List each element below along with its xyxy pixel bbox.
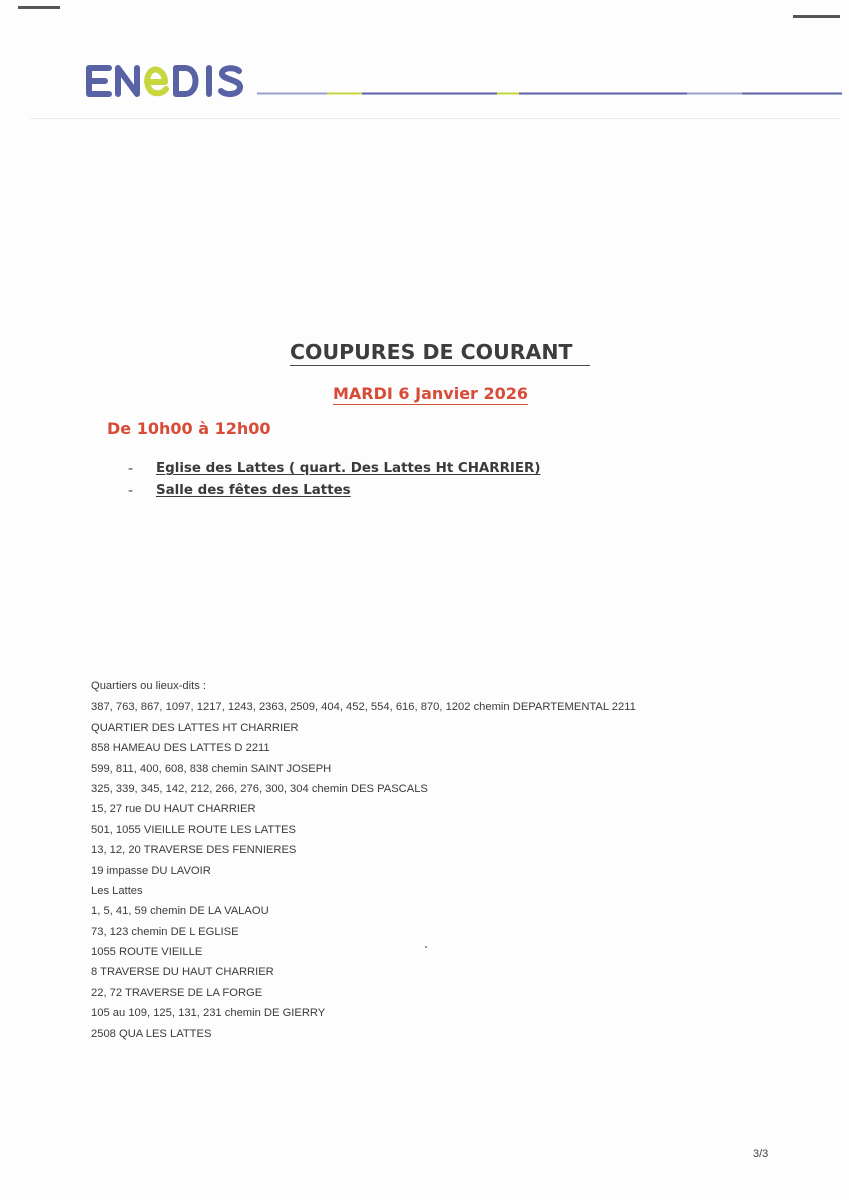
enedis-logo bbox=[85, 58, 247, 102]
address-line: 73, 123 chemin DE L EGLISE bbox=[91, 925, 239, 938]
outage-date: MARDI 6 Janvier 2026 bbox=[333, 384, 529, 403]
address-line: Les Lattes bbox=[91, 884, 143, 897]
enedis-logo-graphic bbox=[85, 58, 247, 102]
address-line: 858 HAMEAU DES LATTES D 2211 bbox=[91, 742, 270, 755]
address-line: 1, 5, 41, 59 chemin DE LA VALAOU bbox=[91, 905, 269, 918]
affected-place-label: Salle des fêtes des Lattes bbox=[156, 483, 351, 498]
list-dash: - bbox=[128, 461, 134, 477]
outage-time-range: De 10h00 à 12h00 bbox=[107, 419, 271, 438]
address-list bbox=[91, 697, 636, 1044]
address-line: 15, 27 rue DU HAUT CHARRIER bbox=[91, 803, 256, 816]
scan-edge-mark bbox=[793, 15, 840, 18]
address-line: 1055 ROUTE VIEILLE bbox=[91, 946, 203, 959]
address-line: 19 impasse DU LAVOIR bbox=[91, 864, 211, 877]
header-rule-faint bbox=[30, 118, 840, 119]
address-line: 501, 1055 VIEILLE ROUTE LES LATTES bbox=[91, 823, 296, 836]
scan-speck bbox=[425, 946, 427, 948]
list-dash: - bbox=[128, 483, 134, 499]
address-line: 599, 811, 400, 608, 838 chemin SAINT JOSEPH bbox=[91, 762, 332, 775]
page-number: 3/3 bbox=[753, 1148, 769, 1160]
address-line: 2508 QUA LES LATTES bbox=[91, 1027, 212, 1040]
address-line: QUARTIER DES LATTES HT CHARRIER bbox=[91, 721, 299, 734]
address-section bbox=[91, 677, 636, 1044]
scan-edge-mark bbox=[18, 6, 60, 9]
affected-place-label: Eglise des Lattes ( quart. Des Lattes Ht CHARRIER) bbox=[156, 461, 541, 476]
address-line: 105 au 109, 125, 131, 231 chemin DE GIERRY bbox=[91, 1007, 326, 1020]
address-heading: Quartiers ou lieux-dits : bbox=[91, 680, 207, 692]
address-line: 22, 72 TRAVERSE DE LA FORGE bbox=[91, 986, 263, 999]
address-line: 387, 763, 867, 1097, 1217, 1243, 2363, 2509, 404, 452, 554, 616, 870, 1202 chemin DEPARTEMENTAL 2211 bbox=[91, 701, 636, 714]
address-line: 13, 12, 20 TRAVERSE DES FENNIERES bbox=[91, 844, 297, 857]
address-line: 325, 339, 345, 142, 212, 266, 276, 300, 304 chemin DES PASCALS bbox=[91, 782, 428, 795]
address-line: 8 TRAVERSE DU HAUT CHARRIER bbox=[91, 966, 274, 979]
notice-title: COUPURES DE COURANT bbox=[290, 339, 590, 366]
header-rule bbox=[257, 92, 842, 95]
